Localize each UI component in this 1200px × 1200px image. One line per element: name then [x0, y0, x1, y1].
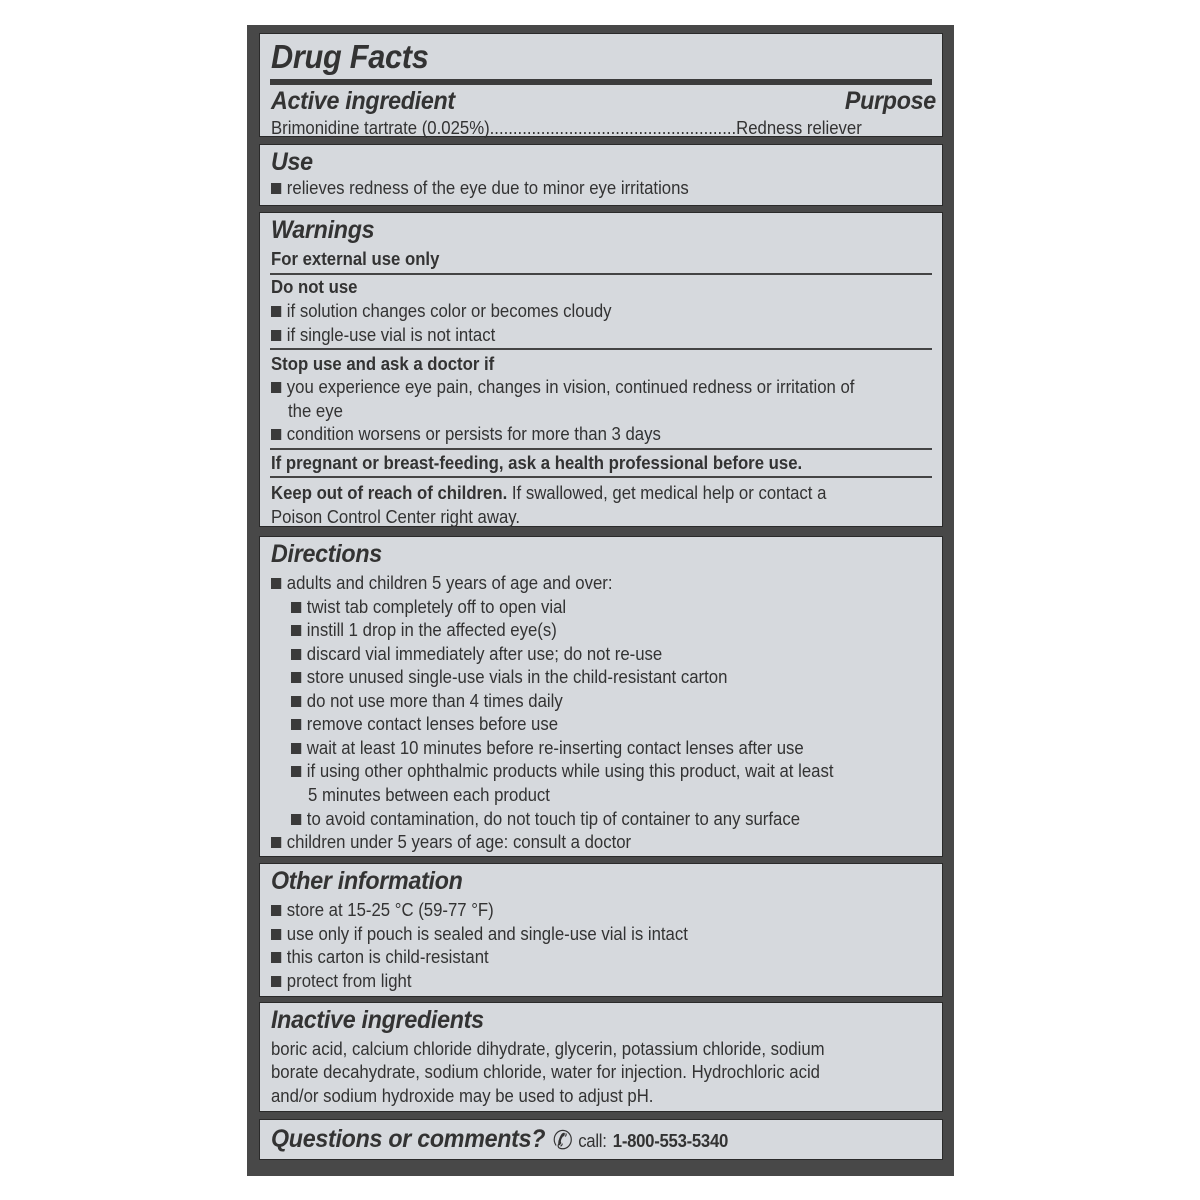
do-not-use-heading: Do not use: [271, 277, 358, 297]
do-not-use-item: if solution changes color or becomes cloudy: [271, 300, 612, 322]
warnings-rule-2: [270, 348, 932, 350]
do-not-use-item: if single-use vial is not intact: [271, 324, 495, 346]
directions-adults: adults and children 5 years of age and over:: [271, 572, 613, 594]
leader-dots: .....................................................: [489, 118, 737, 138]
use-box: [259, 144, 943, 206]
inactive-ingredients-line: borate decahydrate, sodium chloride, water for injection. Hydrochloric acid: [271, 1062, 820, 1082]
drug-facts-panel: [247, 25, 954, 1176]
other-information-item: protect from light: [271, 970, 411, 992]
directions-subitem-continued: 5 minutes between each product: [308, 785, 550, 805]
other-information-heading: Other information: [271, 867, 463, 895]
other-information-item: this carton is child-resistant: [271, 946, 489, 968]
purpose-heading: Purpose: [844, 87, 936, 115]
keep-out-rest: If swallowed, get medical help or contact a: [507, 483, 827, 503]
drug-facts-header-box: [259, 33, 943, 137]
phone-icon: ✆: [552, 1125, 573, 1155]
inactive-ingredients-line: boric acid, calcium chloride dihydrate, glycerin, potassium chloride, sodium: [271, 1039, 825, 1059]
header-rule: [270, 79, 932, 85]
stop-use-heading: Stop use and ask a doctor if: [271, 354, 495, 374]
use-item: relieves redness of the eye due to minor eye irritations: [271, 177, 689, 199]
questions-heading: Questions or comments?: [271, 1125, 546, 1153]
external-use-text: For external use only: [271, 249, 440, 269]
ingredient-name: Brimonidine tartrate (0.025%): [271, 118, 490, 138]
other-information-item: store at 15-25 °C (59-77 °F): [271, 899, 494, 921]
warnings-heading: Warnings: [271, 216, 375, 244]
warnings-rule-4: [270, 476, 932, 478]
keep-out-bold: Keep out of reach of children.: [271, 483, 508, 503]
ingredient-purpose: Redness reliever: [736, 118, 862, 138]
stop-use-item: condition worsens or persists for more than 3 days: [271, 423, 661, 445]
questions-box: [259, 1119, 943, 1160]
directions-subitem: to avoid contamination, do not touch tip of container to any surface: [291, 808, 800, 830]
inactive-ingredients-box: [259, 1002, 943, 1112]
directions-subitem: store unused single-use vials in the child-resistant carton: [291, 666, 727, 688]
phone-number[interactable]: 1-800-553-5340: [612, 1131, 729, 1151]
questions-row: [271, 1125, 728, 1156]
directions-children: children under 5 years of age: consult a doctor: [271, 831, 631, 853]
call-label: call:: [578, 1131, 607, 1151]
inactive-ingredients-heading: Inactive ingredients: [271, 1006, 484, 1034]
active-ingredient-row: [271, 117, 927, 139]
warnings-rule-3: [270, 448, 932, 450]
stop-use-item: you experience eye pain, changes in vision, continued redness or irritation of: [271, 376, 854, 398]
drug-facts-title: Drug Facts: [271, 38, 429, 75]
directions-subitem: discard vial immediately after use; do not re-use: [291, 643, 662, 665]
directions-subitem: remove contact lenses before use: [291, 713, 558, 735]
directions-subitem: do not use more than 4 times daily: [291, 690, 563, 712]
directions-subitem: instill 1 drop in the affected eye(s): [291, 619, 557, 641]
other-information-box: [259, 863, 943, 997]
warnings-box: [259, 212, 943, 527]
inactive-ingredients-line: and/or sodium hydroxide may be used to adjust pH.: [271, 1086, 654, 1106]
directions-subitem: twist tab completely off to open vial: [291, 596, 566, 618]
directions-heading: Directions: [271, 540, 382, 568]
keep-out-line-2: Poison Control Center right away.: [271, 507, 521, 527]
use-heading: Use: [271, 148, 313, 176]
pregnancy-warning: If pregnant or breast-feeding, ask a health professional before use.: [271, 453, 803, 473]
keep-out-of-reach: [271, 482, 826, 504]
other-information-item: use only if pouch is sealed and single-use vial is intact: [271, 923, 688, 945]
directions-subitem: wait at least 10 minutes before re-inserting contact lenses after use: [291, 737, 804, 759]
active-ingredient-heading: Active ingredient: [271, 87, 455, 115]
stop-use-item-continued: the eye: [288, 401, 343, 421]
warnings-rule-1: [270, 273, 932, 275]
directions-subitem: if using other ophthalmic products while using this product, wait at least: [291, 760, 833, 782]
directions-box: [259, 536, 943, 857]
